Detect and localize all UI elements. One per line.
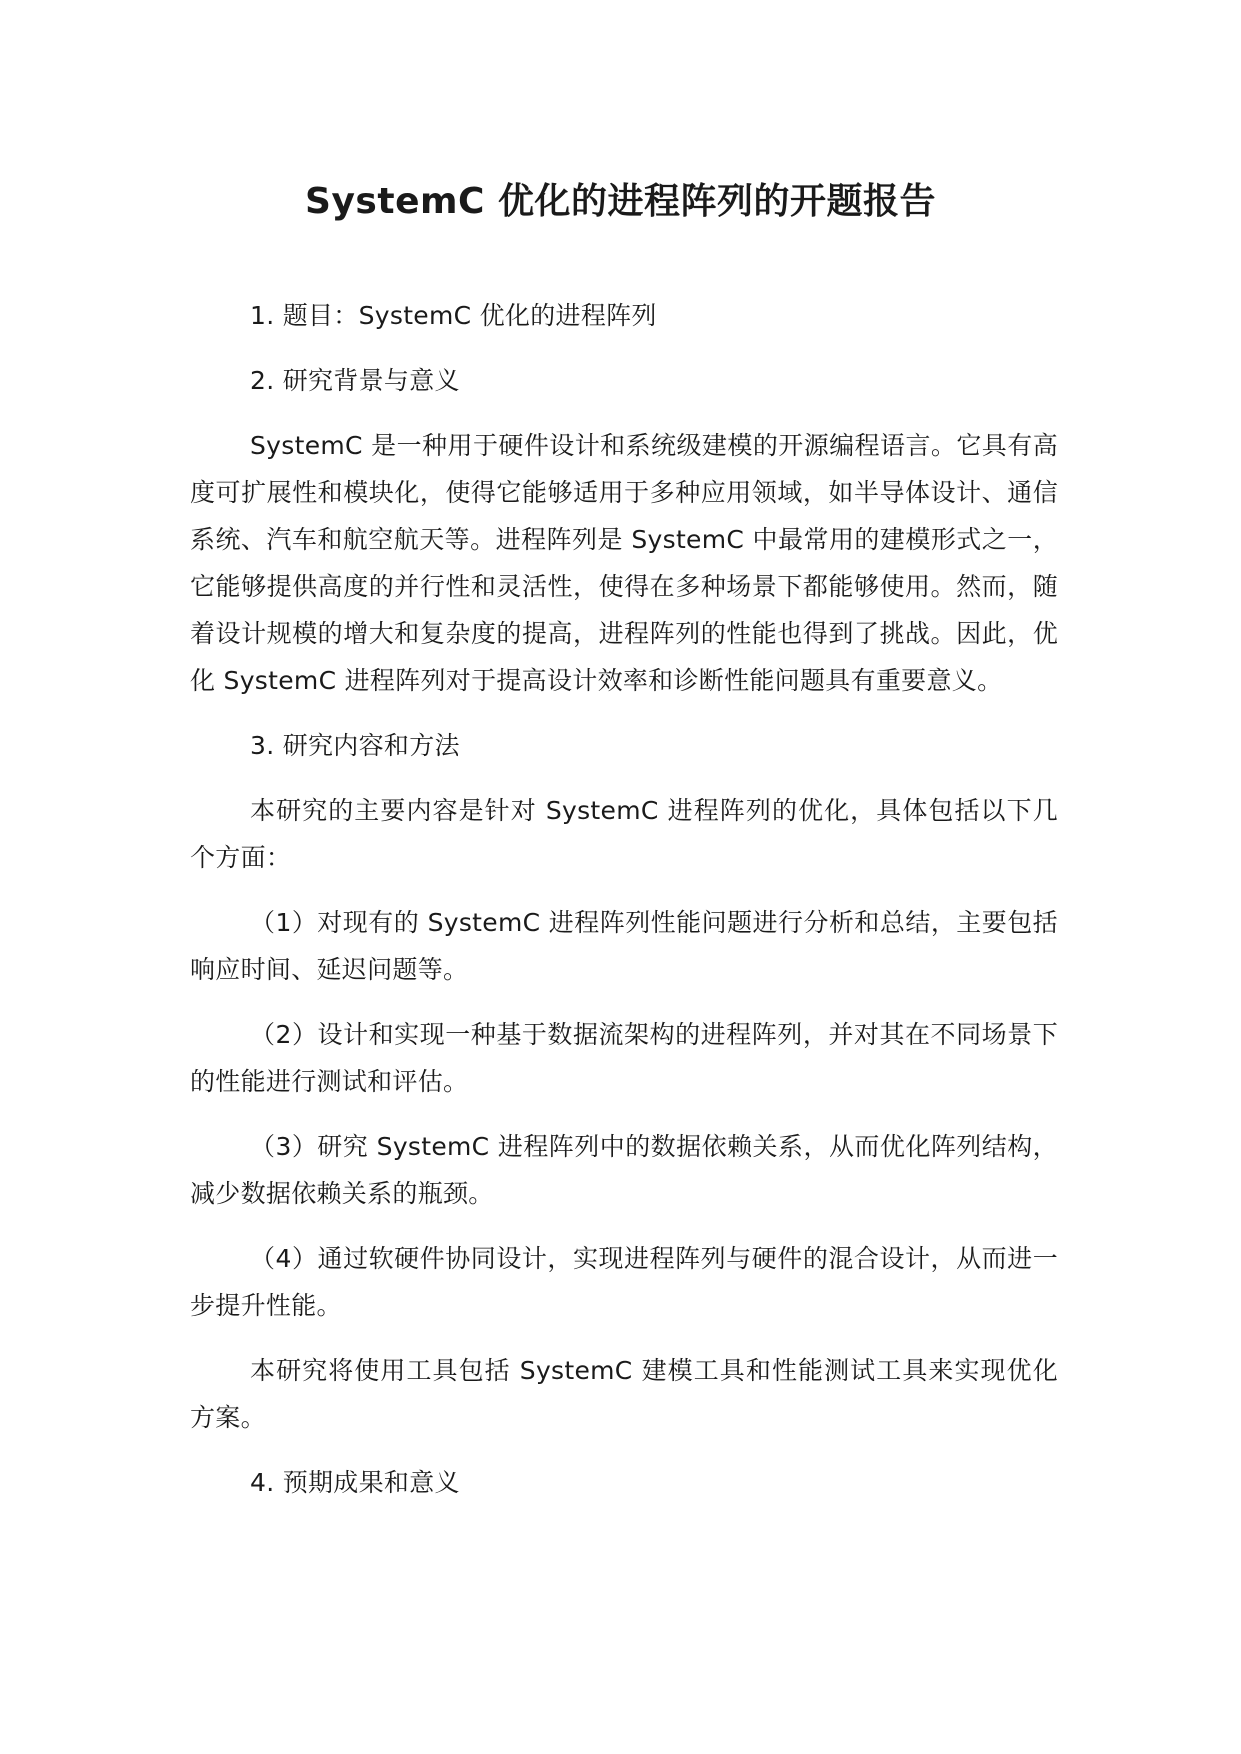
document-title: SystemC 优化的进程阵列的开题报告 <box>305 181 936 222</box>
section-heading-background: 2. 研究背景与意义 <box>250 366 460 395</box>
section-heading-topic: 1. 题目：SystemC 优化的进程阵列 <box>250 301 657 330</box>
methods-intro-paragraph: 本研究的主要内容是针对 SystemC 进程阵列的优化，具体包括以下几个方面： <box>190 796 1058 872</box>
document-body <box>190 292 1058 1524</box>
method-item-2: （2）设计和实现一种基于数据流架构的进程阵列，并对其在不同场景下的性能进行测试和评估。 <box>190 1020 1058 1096</box>
section-heading-methods: 3. 研究内容和方法 <box>250 731 460 760</box>
section-heading-outcomes: 4. 预期成果和意义 <box>250 1468 460 1497</box>
tools-paragraph: 本研究将使用工具包括 SystemC 建模工具和性能测试工具来实现优化方案。 <box>190 1356 1058 1432</box>
method-item-1: （1）对现有的 SystemC 进程阵列性能问题进行分析和总结，主要包括响应时间、延迟问题等。 <box>190 908 1058 984</box>
method-item-4: （4）通过软硬件协同设计，实现进程阵列与硬件的混合设计，从而进一步提升性能。 <box>190 1244 1058 1320</box>
background-paragraph: SystemC 是一种用于硬件设计和系统级建模的开源编程语言。它具有高度可扩展性和模块化，使得它能够适用于多种应用领域，如半导体设计、通信系统、汽车和航空航天等。进程阵列是 SystemC 中最常用的建模形式之一，它能够提供高度的并行性和灵活性，使得在多种场景下都能够使用。然而，随着设计规模的增大和复杂度的提高，进程阵列的性能也得到了挑战。因此，优化 SystemC 进程阵列对于提高设计效率和诊断性能问题具有重要意义。 <box>190 431 1058 695</box>
method-item-3: （3）研究 SystemC 进程阵列中的数据依赖关系，从而优化阵列结构，减少数据依赖关系的瓶颈。 <box>190 1132 1058 1208</box>
